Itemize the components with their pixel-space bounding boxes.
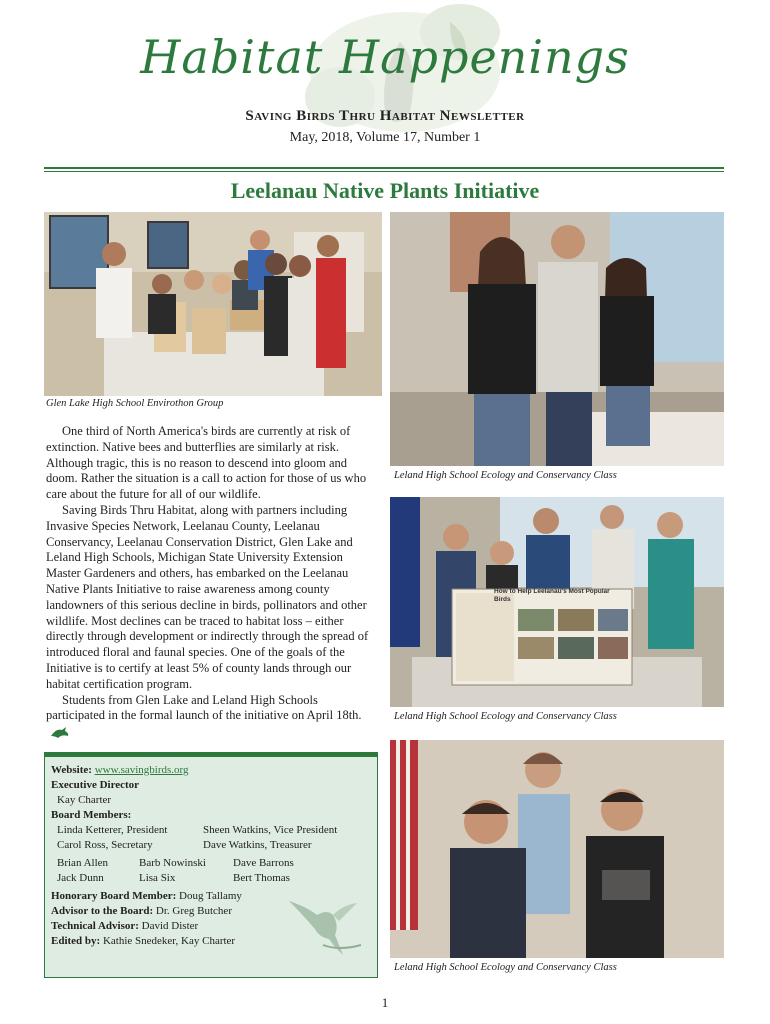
technical-advisor-label: Technical Advisor: — [51, 920, 139, 932]
article-body — [46, 424, 376, 740]
paragraph-text: Students from Glen Lake and Leland High Schools participated in the formal launch of the initiative on April 18th. — [46, 692, 362, 723]
board-row — [51, 823, 369, 838]
newsletter-subtitle: Saving Birds Thru Habitat Newsletter — [245, 108, 525, 124]
edited-by-label: Edited by: — [51, 935, 101, 947]
board-member: Sheen Watkins, Vice President — [203, 824, 338, 836]
photo-leland-trio — [390, 212, 724, 466]
bird-icon — [50, 724, 70, 740]
board-member: Jack Dunn — [57, 872, 104, 884]
photo-leland-teacher — [390, 740, 724, 958]
board-member: Linda Ketterer, President — [57, 824, 168, 836]
paragraph — [46, 693, 376, 741]
board-member: Dave Watkins, Treasurer — [203, 839, 312, 851]
advisor-label: Advisor to the Board: — [51, 905, 154, 917]
photo-glen-lake-group — [44, 212, 382, 396]
photo-caption: Leland High School Ecology and Conservancy Class — [394, 962, 617, 973]
organization-info-box — [44, 752, 378, 978]
photo-caption: Glen Lake High School Envirothon Group — [46, 398, 224, 409]
photo-leland-poster — [390, 497, 724, 707]
board-member: Brian Allen — [57, 857, 109, 869]
exec-director-label: Executive Director — [51, 779, 140, 791]
paragraph: Saving Birds Thru Habitat, along with partners including Invasive Species Network, Leelanau County, Leelanau Conservancy, Leelanau Conservation District, Glen Lake and Leland High Schools, Michigan State University Extension Master Gardeners and others, has embarked on the Leelanau Native Plants Initiative to raise awareness among county landowners of this serious decline in birds, pollinators and other wildlife. Most declines can be traced to habitat loss – either directly through development or indirectly through the spread of introduced floral and faunal species. One of the goals of the Initiative is to certify at least 5% of county lands through our habitat certification program. — [46, 502, 369, 691]
honorary-label: Honorary Board Member: — [51, 890, 177, 902]
board-row — [51, 871, 369, 886]
exec-director-name: Kay Charter — [57, 794, 112, 806]
issue-line: May, 2018, Volume 17, Number 1 — [289, 130, 481, 145]
masthead-rule — [44, 167, 724, 169]
edited-by-names: Kathie Snedeker, Kay Charter — [102, 935, 236, 947]
advisor-name: Dr. Greg Butcher — [155, 905, 232, 917]
page-number: 1 — [381, 995, 389, 1010]
board-members-label: Board Members: — [51, 809, 132, 821]
board-member: Lisa Six — [139, 872, 176, 884]
paragraph: One third of North America's birds are currently at risk of extinction. Native bees and butterflies are similarly at risk. Although tragic, this is no reason to descend into gloom and doom. Rather the situation is a call to action for those of us who care about the future for all of our wildlife. — [46, 424, 367, 502]
newsletter-title: Habitat Happenings — [140, 30, 630, 84]
info-box-accent-bar — [45, 753, 377, 757]
board-member: Dave Barrons — [233, 857, 294, 869]
board-member: Carol Ross, Secretary — [57, 839, 153, 851]
website-label: Website: — [51, 764, 92, 776]
photo-caption: Leland High School Ecology and Conservancy Class — [394, 711, 617, 722]
article-headline: Leelanau Native Plants Initiative — [230, 178, 540, 203]
poster-title: How to Help Leelanau's Most Popular Birds — [494, 588, 610, 603]
website-link[interactable]: www.savingbirds.org — [94, 764, 189, 776]
hummingbird-icon — [283, 885, 363, 965]
photo-caption: Leland High School Ecology and Conservancy Class — [394, 470, 617, 481]
honorary-name: Doug Tallamy — [179, 890, 242, 902]
board-member: Bert Thomas — [233, 872, 290, 884]
technical-advisor-name: David Dister — [141, 920, 199, 932]
board-row — [51, 838, 369, 853]
board-row — [51, 856, 369, 871]
masthead-rule-thin — [44, 171, 724, 172]
board-member: Barb Nowinski — [139, 857, 206, 869]
